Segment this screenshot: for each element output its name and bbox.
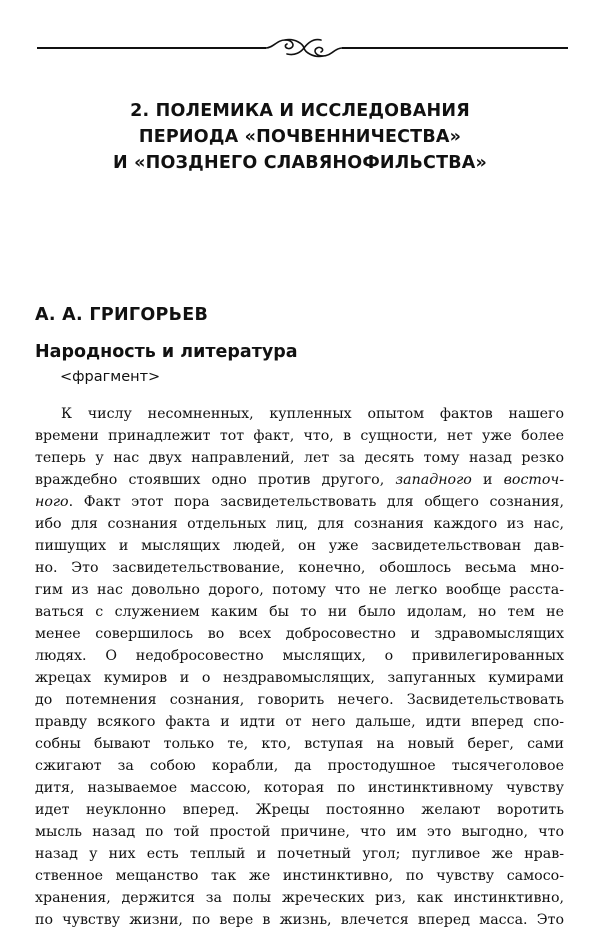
body-line: но. Это засвидетельствование, конечно, обошлось весьма мно- <box>35 560 564 576</box>
body-line: К числу несомненных, купленных опытом фактов нашего <box>61 406 564 422</box>
body-line: мысль назад по той простой причине, что им это выгодно, что <box>35 824 564 840</box>
article-body <box>35 403 564 931</box>
body-line: менее совершилось во всех добросовестно и здравомыслящих <box>35 626 564 642</box>
italic-term: восточ- <box>503 472 564 488</box>
body-line: ваться с служением каким бы то ни было идолам, но тем не <box>35 604 564 620</box>
body-line: правду всякого факта и идти от него дальше, идти вперед спо- <box>35 714 564 730</box>
body-line: назад у них есть теплый и почетный угол; пугливое же нрав- <box>35 846 564 862</box>
body-line: людях. О недобросовестно мыслящих, о привилегированных <box>35 648 564 664</box>
body-line: собны бывают только те, кто, вступая на новый берег, сами <box>35 736 564 752</box>
header-ornament <box>37 34 568 62</box>
body-line: ственное мещанство так же инстинктивно, по чувству самосо- <box>35 868 564 884</box>
ornament-scroll-icon <box>266 40 342 57</box>
section-title-line: 2. ПОЛЕМИКА И ИССЛЕДОВАНИЯ <box>130 101 470 121</box>
body-line: идет неуклонно вперед. Жрецы постоянно желают воротить <box>35 802 564 818</box>
body-line: жрецах кумиров и о нездравомыслящих, запуганных кумирами <box>35 670 564 686</box>
body-line: по чувству жизни, по вере в жизнь, влечется вперед масса. Это <box>35 912 564 928</box>
italic-term: ного <box>35 494 69 510</box>
body-line: до потемнения сознания, говорить нечего. Засвидетельствовать <box>35 692 564 708</box>
article-title: Народность и литература <box>35 342 298 362</box>
section-title-line: И «ПОЗДНЕГО СЛАВЯНОФИЛЬСТВА» <box>112 153 487 173</box>
body-line: времени принадлежит тот факт, что, в сущности, нет уже более <box>35 428 564 444</box>
section-title-line: ПЕРИОДА «ПОЧВЕННИЧЕСТВА» <box>138 127 462 147</box>
body-line: враждебно стоявших одно против другого, западного и восточ- <box>35 472 564 488</box>
author-name: А. А. ГРИГОРЬЕВ <box>35 305 209 325</box>
body-line: ного. Факт этот пора засвидетельствовать для общего сознания, <box>35 494 564 510</box>
italic-term: западного <box>395 472 472 488</box>
body-line: дитя, называемое массою, которая по инстинктивному чувству <box>35 780 564 796</box>
body-line: сжигают за собою корабли, да простодушное тысячеголовое <box>35 758 564 774</box>
body-line: гим из нас довольно дорого, потому что не легко вообще расста- <box>35 582 564 598</box>
section-title <box>0 98 600 176</box>
body-line: хранения, держится за полы жреческих риз, как инстинктивно, <box>35 890 564 906</box>
body-line: теперь у нас двух направлений, лет за десять тому назад резко <box>35 450 564 466</box>
fragment-note: <фрагмент> <box>60 369 161 385</box>
body-line: ибо для сознания отдельных лиц, для сознания каждого из нас, <box>35 516 564 532</box>
body-line: пишущих и мыслящих людей, он уже засвидетельствован дав- <box>35 538 564 554</box>
